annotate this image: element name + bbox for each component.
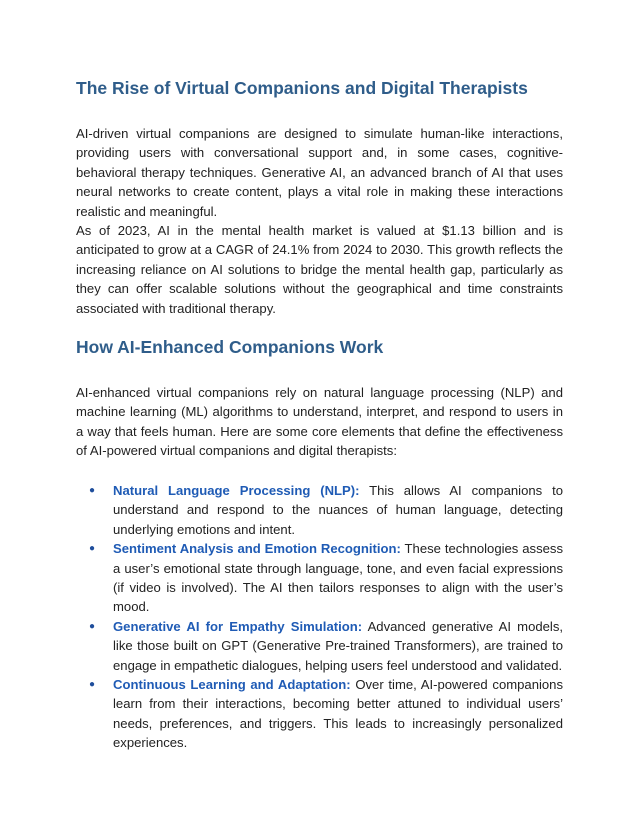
feature-description: This allows AI companions to understand and respond to the nuances of human language, detecting underlying emotions and intent.	[113, 483, 563, 537]
list-item	[76, 617, 563, 675]
feature-term: Continuous Learning and Adaptation:	[113, 677, 351, 693]
feature-description: Over time, AI-powered companions learn from their interactions, becoming better attuned to individual users’ needs, preferences, and triggers. This leads to increasingly personalized experiences.	[113, 677, 563, 751]
paragraph-how-it-works-intro: AI-enhanced virtual companions rely on natural language processing (NLP) and machine learning (ML) algorithms to understand, interpret, and respond to users in a way that feels human. Here are some core elements that define the effectiveness of AI-powered virtual companions and digital therapists:	[76, 385, 563, 459]
bullet-icon: ●	[89, 620, 96, 632]
section-heading-how-companions-work: How AI-Enhanced Companions Work	[76, 337, 384, 357]
list-item	[76, 539, 563, 617]
feature-list	[76, 481, 563, 753]
bullet-icon: ●	[89, 679, 96, 691]
bullet-icon: ●	[89, 485, 96, 496]
feature-description: These technologies assess a user’s emotional state through language, tone, and even facial expressions (if video is involved). The AI then tailors responses to align with the user’s mood.	[113, 541, 563, 615]
list-item	[76, 675, 563, 753]
bullet-icon: ●	[89, 543, 96, 555]
paragraph-market-stats: As of 2023, AI in the mental health market is valued at $1.13 billion and is anticipated to grow at a CAGR of 24.1% from 2024 to 2030. This growth reflects the increasing reliance on AI solutions to bridge the mental health gap, particularly as they can offer scalable solutions without the geographical and time constraints associated with traditional therapy.	[76, 223, 563, 316]
section-heading-rise-of-virtual-companions: The Rise of Virtual Companions and Digital Therapists	[76, 78, 528, 98]
paragraph-intro: AI-driven virtual companions are designed to simulate human-like interactions, providing users with conversational support and, in some cases, cognitive-behavioral therapy techniques. Generative AI, an advanced branch of AI that uses neural networks to create content, plays a vital role in making these interactions realistic and meaningful.	[76, 126, 563, 219]
feature-term: Sentiment Analysis and Emotion Recognition:	[113, 541, 401, 557]
feature-term: Generative AI for Empathy Simulation:	[113, 618, 363, 634]
list-item	[76, 481, 563, 539]
feature-description: Advanced generative AI models, like those built on GPT (Generative Pre-trained Transformers), are trained to engage in empathetic dialogues, helping users feel understood and validated.	[113, 618, 564, 673]
feature-term: Natural Language Processing (NLP):	[113, 483, 360, 498]
